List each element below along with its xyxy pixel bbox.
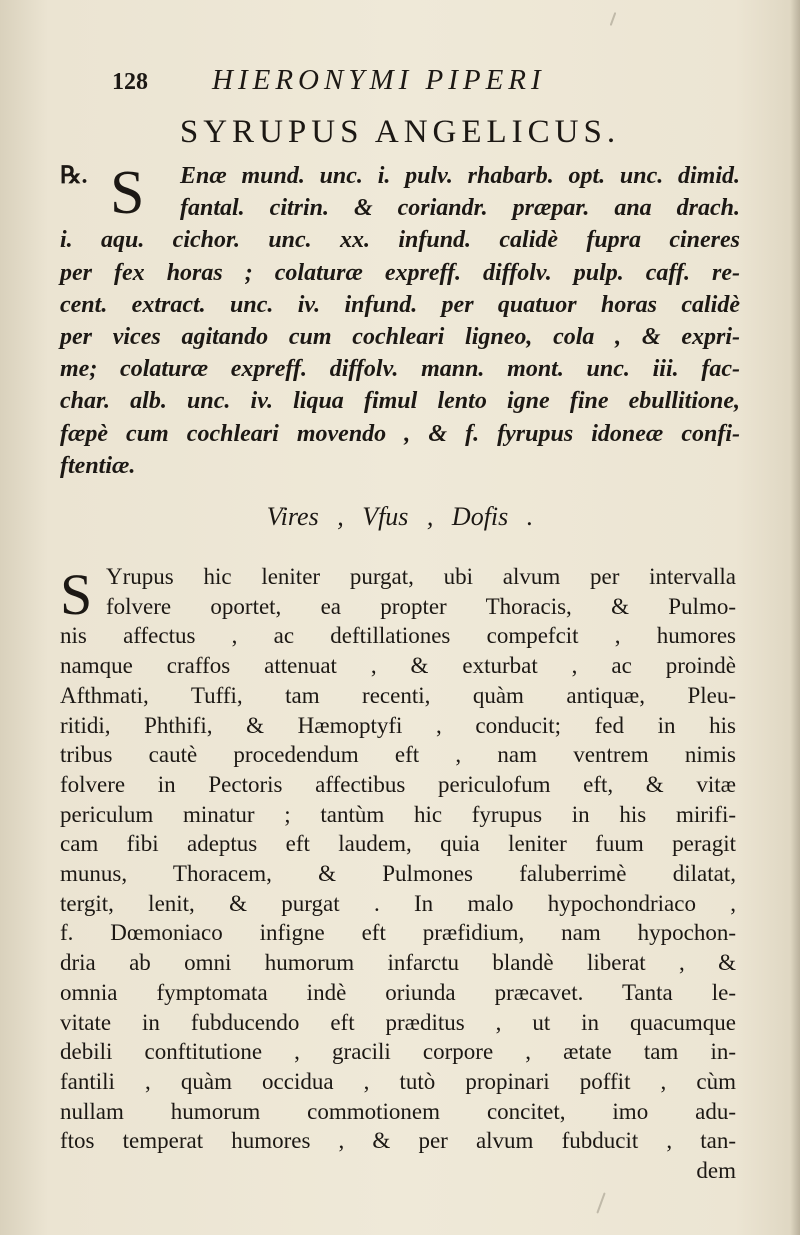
body-line: omnia fymptomata indè oriunda præcavet. Tanta le- — [60, 979, 736, 1005]
recipe-line: per fex horas ; colaturæ expreff. diffolv. pulp. caff. re- — [60, 259, 740, 286]
ink-mark — [610, 12, 617, 26]
body-line: vitate in fubducendo eft præditus , ut in quacumque — [60, 1009, 736, 1035]
body-line: debili conftitutione , gracili corpore , ætate tam in- — [60, 1039, 736, 1065]
body-line: folvere in Pectoris affectibus periculofum eft, & vitæ — [60, 771, 736, 797]
recipe-line: me; colaturæ expreff. diffolv. mann. mont. unc. iii. fac- — [60, 356, 740, 383]
body-paragraph — [60, 562, 736, 1186]
recipe-dropcap: S — [110, 159, 145, 227]
recipe-line: i. aqu. cichor. unc. xx. infund. calidè fupra cineres — [60, 227, 740, 254]
running-head-title: HIERONYMI PIPERI — [212, 64, 546, 96]
recipe-line: Enæ mund. unc. i. pulv. rhabarb. opt. unc. dimid. — [180, 163, 740, 189]
body-line: periculum minatur ; tantùm hic fyrupus in his mirifi- — [60, 801, 736, 827]
page-number: 128 — [112, 69, 148, 95]
body-line: nis affectus , ac deftillationes compefcit , humores — [60, 623, 736, 649]
body-line: munus, Thoracem, & Pulmones faluberrimè dilatat, — [60, 861, 736, 887]
ink-mark — [596, 1192, 605, 1213]
body-line: Afthmati, Tuffi, tam recenti, quàm antiquæ, Pleu- — [60, 682, 736, 708]
recipe-line: ftentiæ. — [60, 452, 136, 479]
page-edge-shadow — [790, 0, 800, 1235]
recipe-line: cent. extract. unc. iv. infund. per quatuor horas calidè — [60, 291, 740, 318]
body-line: Yrupus hic leniter purgat, ubi alvum per intervalla — [106, 564, 736, 589]
recipe-block — [60, 160, 740, 482]
section-title: SYRUPUS ANGELICUS. — [179, 114, 621, 150]
body-line: f. Dœmoniaco infigne eft præfidium, nam hypochon- — [60, 920, 736, 946]
recipe-line: fæpè cum cochleari movendo , & f. fyrupus idoneæ confi- — [60, 420, 740, 447]
body-dropcap: S — [60, 562, 93, 627]
body-line: tribus cautè procedendum eft , nam ventrem nimis — [60, 742, 736, 768]
recipe-line: char. alb. unc. iv. liqua fimul lento igne fine ebullitione, — [60, 388, 740, 415]
body-line: ftos temperat humores , & per alvum fubducit , tan- — [60, 1128, 736, 1154]
body-line: folvere oportet, ea propter Thoracis, & Pulmo- — [106, 593, 736, 619]
running-head — [112, 64, 732, 100]
subheading: Vires , Vfus , Dofis . — [266, 502, 534, 531]
body-line: namque craffos attenuat , & exturbat , ac proindè — [60, 653, 736, 679]
recipe-line: per vices agitando cum cochleari ligneo, cola , & expri- — [60, 324, 740, 351]
recipe-line: fantal. citrin. & coriandr. præpar. ana drach. — [180, 195, 740, 222]
body-line: dria ab omni humorum infarctu blandè liberat , & — [60, 950, 736, 976]
body-line: cam fibi adeptus eft laudem, quia leniter fuum peragit — [60, 831, 736, 857]
recipe-symbol: ℞. — [60, 163, 88, 189]
body-line: ritidi, Phthifi, & Hæmoptyfi , conducit; fed in his — [60, 712, 736, 738]
body-line: fantili , quàm occidua , tutò propinari poffit , cùm — [60, 1068, 736, 1094]
body-line: tergit, lenit, & purgat . In malo hypochondriaco , — [60, 890, 736, 916]
body-line: nullam humorum commotionem concitet, imo adu- — [60, 1098, 736, 1124]
catchword: dem — [696, 1158, 736, 1184]
